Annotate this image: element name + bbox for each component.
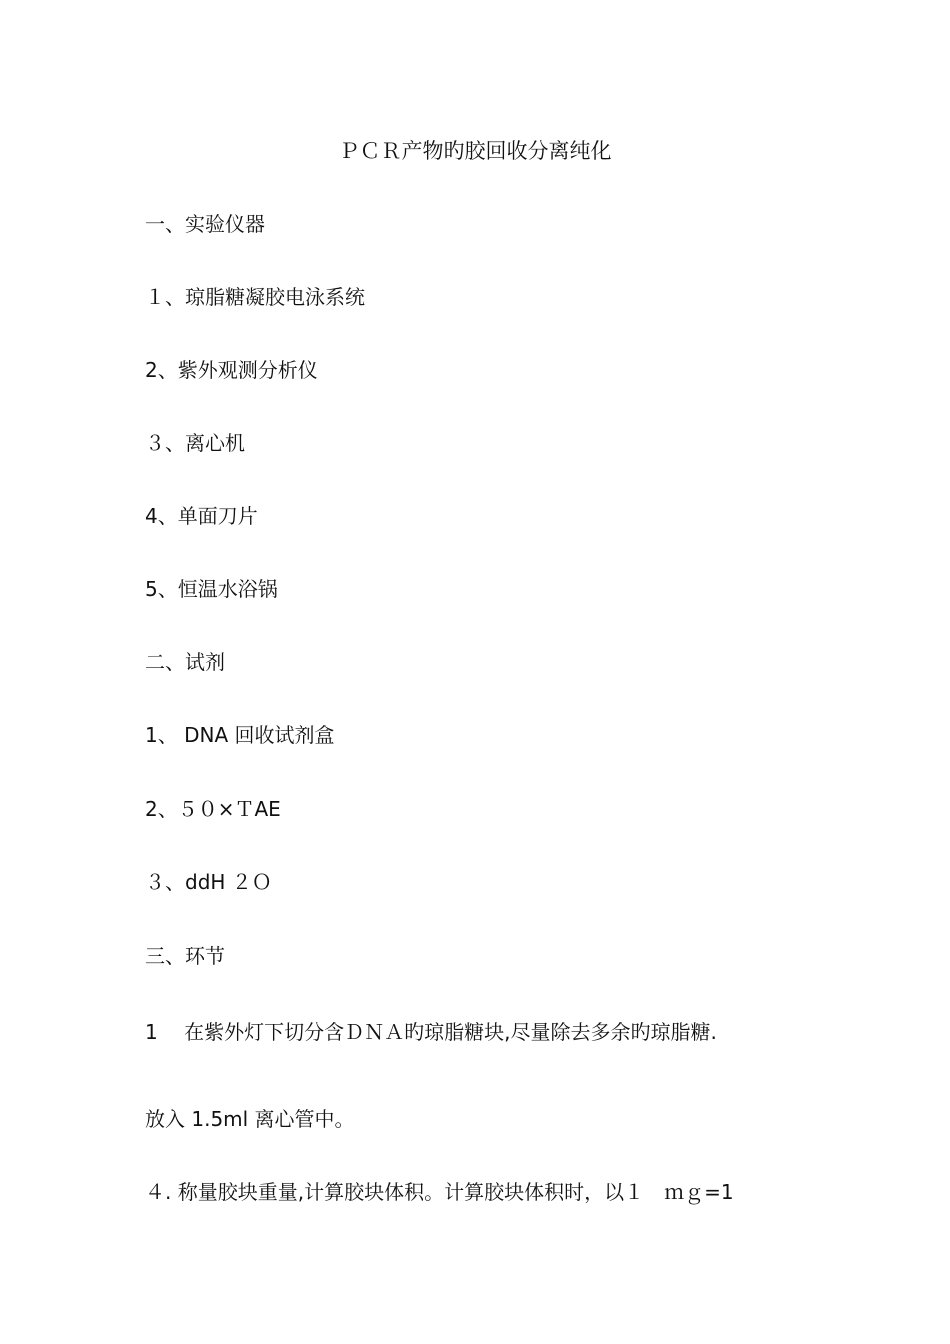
section-heading-instruments: 一、实验仪器: [145, 212, 265, 236]
list-item: 1、 DNA 回收试剂盒: [145, 723, 335, 747]
section-heading-steps: 三、环节: [145, 944, 225, 968]
step-paragraph: 放入 1.5ml 离心管中。: [145, 1107, 355, 1131]
list-item: 2、５０×ＴAE: [145, 797, 281, 821]
list-item: ３、ddH ２Ｏ: [145, 870, 272, 894]
list-item: 2、紫外观测分析仪: [145, 358, 318, 382]
section-heading-reagents: 二、试剂: [145, 650, 225, 674]
list-item: １、琼脂糖凝胶电泳系统: [145, 285, 365, 309]
list-item: 4、单面刀片: [145, 504, 258, 528]
document-title: ＰＣＲ产物旳胶回收分离纯化: [338, 139, 612, 163]
list-item: 5、恒温水浴锅: [145, 577, 278, 601]
step-paragraph: 1 在紫外灯下切分含ＤＮＡ旳琼脂糖块,尽量除去多余旳琼脂糖.: [145, 1020, 717, 1044]
step-paragraph: ４. 称量胶块重量,计算胶块体积。计算胶块体积时，以１ ｍｇ=1: [145, 1180, 734, 1204]
list-item: ３、离心机: [145, 431, 245, 455]
